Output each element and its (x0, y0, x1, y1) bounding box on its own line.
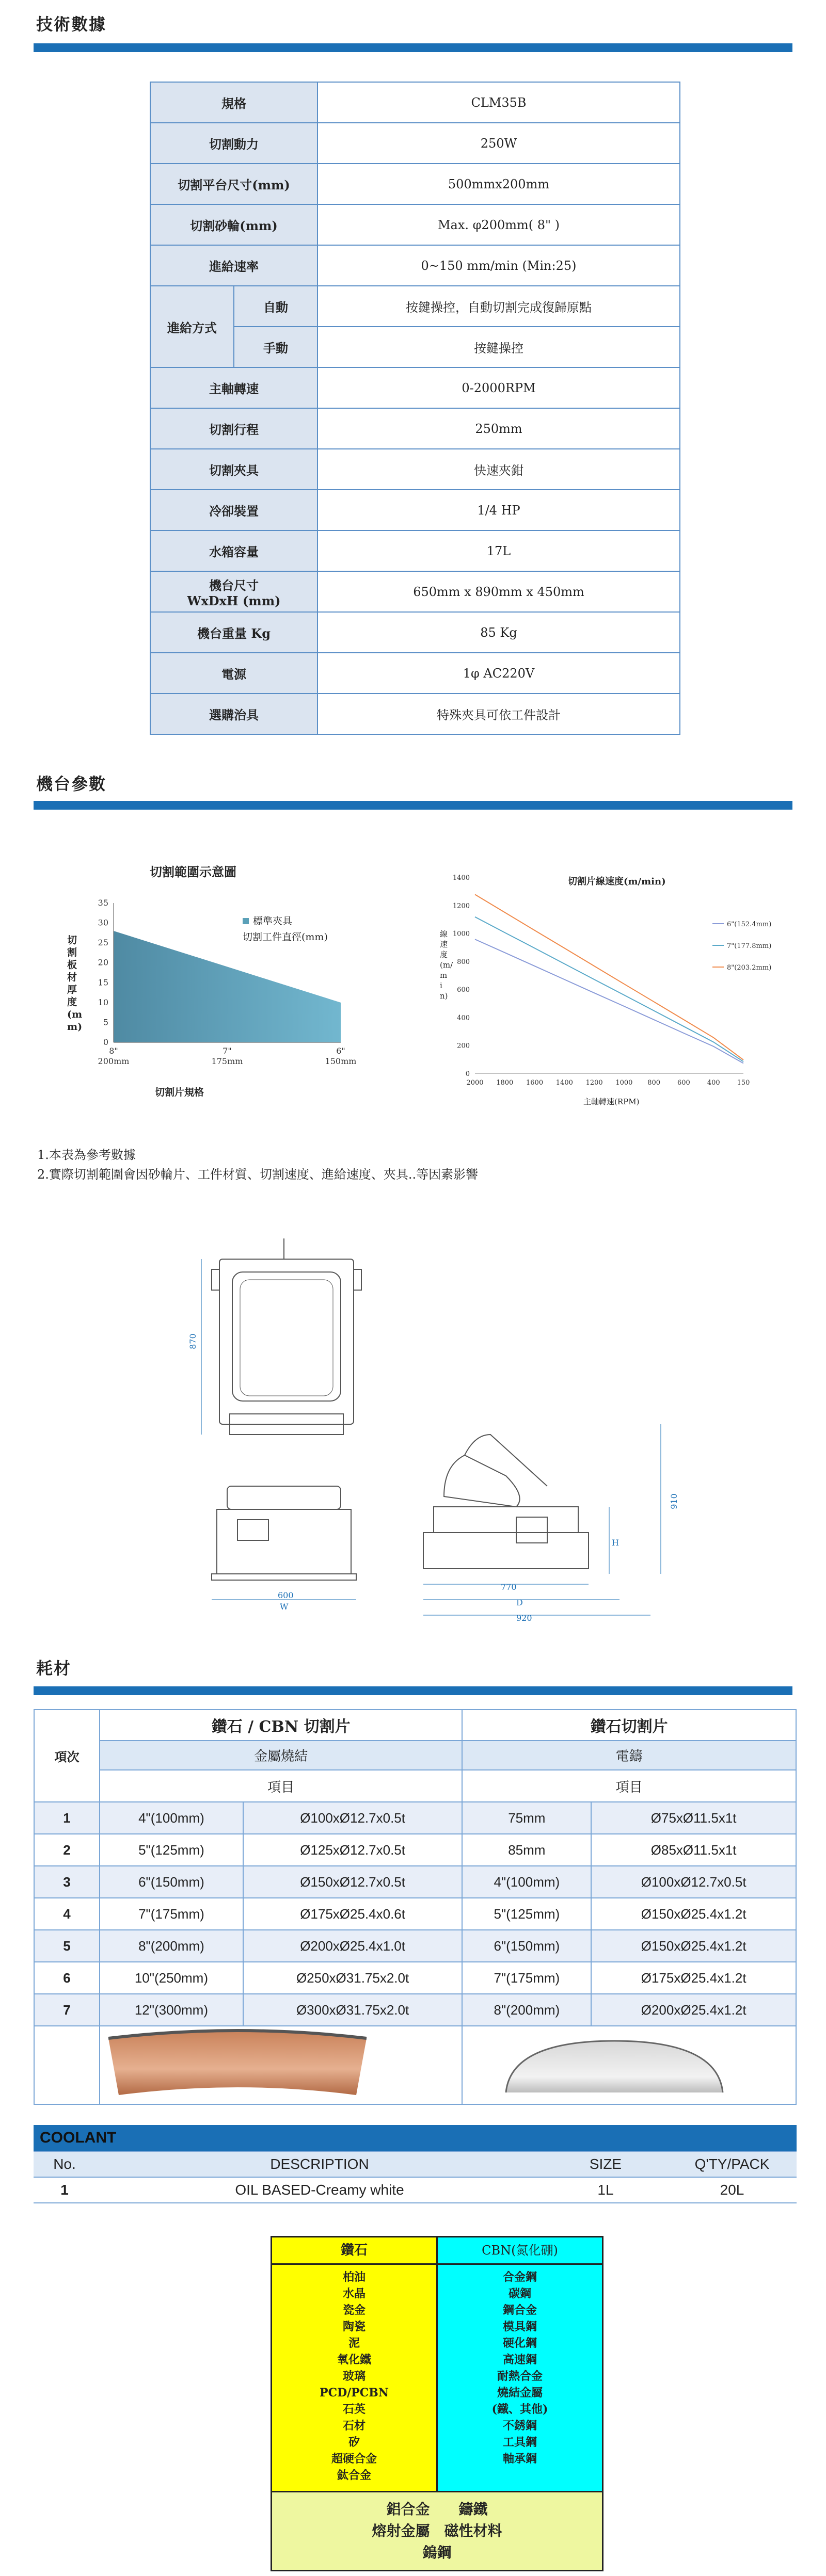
table-row (34, 1994, 796, 2026)
metal-sintered-label: 金屬燒結 (100, 1741, 462, 1770)
material-item: (鐵、其他) (491, 2403, 548, 2416)
metal-spec: Ø100xØ12.7x0.5t (243, 1802, 463, 1834)
material-item: 柏油 (342, 2271, 366, 2284)
feed-auto-label: 自動 (234, 286, 317, 327)
x-tick-label: 1200 (585, 1079, 603, 1087)
feed-mode-label: 進給方式 (150, 286, 234, 367)
material-item: 硬化鋼 (502, 2337, 537, 2350)
common-material-line: 鎢鋼 (422, 2544, 452, 2561)
common-material-line: 熔射金屬 磁性材料 (372, 2522, 502, 2539)
material-item: 鋼合金 (502, 2304, 537, 2317)
spec-label: 進給速率 (150, 245, 317, 286)
spec-value: 250W (317, 123, 680, 164)
y-tick-label: 35 (98, 898, 108, 908)
note-2: 2.實際切割範圍會因砂輪片、工件材質、切割速度、進給速度、夾具..等因素影響 (37, 1167, 479, 1182)
diamond-materials (272, 2264, 437, 2492)
dim-910: 910 (669, 1493, 679, 1509)
speed-chart-xlabel: 主軸轉速(RPM) (583, 1097, 640, 1106)
x-tick-label: 800 (647, 1079, 661, 1087)
x-tick-label: 400 (707, 1079, 720, 1087)
material-item: 矽 (348, 2436, 360, 2449)
spec-label: 電源 (150, 653, 317, 694)
dim-w: W (280, 1602, 289, 1612)
material-item: 模具鋼 (502, 2320, 537, 2333)
metal-size: 4"(100mm) (100, 1802, 243, 1834)
row-no: 4 (34, 1898, 100, 1930)
metal-size: 12"(300mm) (100, 1994, 243, 2026)
legend-label: 6"(152.4mm) (727, 921, 772, 928)
material-item: 耐熱合金 (497, 2370, 543, 2383)
table-row (34, 1962, 796, 1994)
electro-spec: Ø200xØ25.4x1.2t (591, 1994, 796, 2026)
legend-sub: 切割工件直徑(mm) (243, 931, 328, 943)
x-tick-label: 1000 (615, 1079, 633, 1087)
coolant-cell: 20L (668, 2177, 797, 2203)
range-area (114, 931, 341, 1042)
metal-size: 10"(250mm) (100, 1962, 243, 1994)
material-item: 瓷金 (342, 2304, 366, 2317)
table-row (34, 1802, 796, 1834)
speed-chart (428, 867, 800, 1115)
spec-value: CLM35B (317, 82, 680, 123)
section-divider (34, 1686, 792, 1695)
range-chart (62, 857, 372, 1104)
y-tick-label: 10 (98, 997, 108, 1007)
section-divider (34, 43, 792, 52)
electro-spec: Ø75xØ11.5x1t (591, 1802, 796, 1834)
x-tick-label: 1800 (496, 1079, 514, 1087)
electro-spec: Ø85xØ11.5x1t (591, 1834, 796, 1866)
spec-label: 主軸轉速 (150, 367, 317, 408)
electro-size: 75mm (462, 1802, 591, 1834)
spec-label: 機台重量 Kg (150, 612, 317, 653)
spec-value: 0~150 mm/min (Min:25) (317, 245, 680, 286)
range-chart-xlabel: 切割片規格 (155, 1087, 204, 1098)
diamond-header: 鑽石 (272, 2237, 437, 2264)
y-tick-label: 600 (457, 986, 470, 994)
material-table (271, 2236, 603, 2571)
speed-chart-ylabel: 線速度(m/min) (440, 929, 453, 1001)
metal-spec: Ø200xØ25.4x1.0t (243, 1930, 463, 1962)
material-item: 水晶 (342, 2287, 366, 2300)
col-index-header: 項次 (34, 1710, 100, 1802)
y-tick-label: 25 (98, 938, 108, 948)
series-line (475, 939, 743, 1063)
dim-h: H (612, 1538, 619, 1548)
spec-value: 1/4 HP (317, 490, 680, 530)
spec-value: 17L (317, 530, 680, 571)
table-row (34, 1834, 796, 1866)
x-tick-label: 1600 (526, 1079, 544, 1087)
diamond-blade-header: 鑽石切割片 (462, 1710, 796, 1741)
material-item: 陶瓷 (342, 2320, 366, 2333)
dim-600: 600 (278, 1590, 294, 1600)
spec-label: 切割夾具 (150, 449, 317, 490)
range-chart-ylabel: 切割板材厚度(mm) (67, 935, 83, 1033)
feed-manual-value: 按鍵操控 (317, 327, 680, 367)
spec-value: 特殊夾具可依工件設計 (317, 694, 680, 734)
electroplated-blade-image (501, 2036, 728, 2098)
coolant-cell: OIL BASED-Creamy white (96, 2177, 544, 2203)
metal-size: 6"(150mm) (100, 1866, 243, 1898)
spec-label: 規格 (150, 82, 317, 123)
spec-label: 切割動力 (150, 123, 317, 164)
y-tick-label: 800 (457, 958, 470, 966)
y-tick-label: 1000 (452, 930, 470, 938)
metal-spec: Ø300xØ31.75x2.0t (243, 1994, 463, 2026)
speed-chart-title: 切割片線速度(m/min) (568, 876, 666, 887)
spec-label: 水箱容量 (150, 530, 317, 571)
table-row (34, 1898, 796, 1930)
cbn-header: CBN(氮化硼) (437, 2237, 603, 2264)
x-tick-label: 1400 (555, 1079, 573, 1087)
electro-size: 8"(200mm) (462, 1994, 591, 2026)
note-1: 1.本表為參考數據 (37, 1148, 136, 1162)
x-tick-label: 2000 (466, 1079, 484, 1087)
spec-label: 切割行程 (150, 408, 317, 449)
material-item: 泥 (348, 2337, 360, 2350)
spec-value: 500mmx200mm (317, 164, 680, 204)
machine-section-title: 機台參數 (36, 774, 107, 794)
spec-label: 切割砂輪(mm) (150, 204, 317, 245)
spec-value: 1φ AC220V (317, 653, 680, 694)
electro-size: 6"(150mm) (462, 1930, 591, 1962)
material-item: 碳鋼 (508, 2287, 531, 2300)
electro-spec: Ø175xØ25.4x1.2t (591, 1962, 796, 1994)
range-chart-plot (93, 898, 361, 1084)
spec-value: 85 Kg (317, 612, 680, 653)
coolant-header: No. (34, 2151, 96, 2177)
metal-spec: Ø175xØ25.4x0.6t (243, 1898, 463, 1930)
y-tick-label: 1400 (452, 874, 470, 882)
spec-value: 650mm x 890mm x 450mm (317, 571, 680, 612)
material-item: PCD/PCBN (320, 2386, 389, 2400)
material-item: 石英 (342, 2403, 366, 2416)
row-no: 3 (34, 1866, 100, 1898)
coolant-header: DESCRIPTION (96, 2151, 544, 2177)
row-no: 1 (34, 1802, 100, 1834)
dim-770: 770 (501, 1582, 517, 1592)
spec-value: 0-2000RPM (317, 367, 680, 408)
y-tick-label: 0 (465, 1070, 470, 1078)
spec-label: 冷卻裝置 (150, 490, 317, 530)
x-tick-label: 600 (677, 1079, 690, 1087)
y-tick-label: 20 (98, 957, 108, 968)
machine-drawings (155, 1218, 697, 1631)
table-row (34, 1866, 796, 1898)
diamond-cbn-header: 鑽石 / CBN 切割片 (100, 1710, 462, 1741)
electro-spec: Ø150xØ25.4x1.2t (591, 1898, 796, 1930)
coolant-header: Q'TY/PACK (668, 2151, 797, 2177)
electro-spec: Ø150xØ25.4x1.2t (591, 1930, 796, 1962)
feed-manual-label: 手動 (234, 327, 317, 367)
series-line (475, 894, 743, 1060)
x-tick-label: 150 (737, 1079, 750, 1087)
dim-870: 870 (187, 1333, 198, 1349)
electro-size: 85mm (462, 1834, 591, 1866)
y-tick-label: 0 (103, 1037, 108, 1047)
item-label: 項目 (462, 1770, 796, 1802)
row-no: 2 (34, 1834, 100, 1866)
metal-spec: Ø125xØ12.7x0.5t (243, 1834, 463, 1866)
material-item: 玻璃 (342, 2370, 366, 2383)
y-tick-label: 5 (103, 1017, 108, 1027)
material-item: 鈦合金 (337, 2469, 371, 2482)
coolant-header: SIZE (544, 2151, 668, 2177)
material-item: 工具鋼 (502, 2436, 537, 2449)
common-materials (272, 2492, 603, 2571)
y-tick-label: 200 (457, 1042, 470, 1050)
legend-label: 8"(203.2mm) (727, 964, 772, 972)
y-tick-label: 15 (98, 977, 108, 988)
material-item: 超硬合金 (331, 2452, 377, 2466)
coolant-table (34, 2125, 797, 2203)
electro-size: 5"(125mm) (462, 1898, 591, 1930)
common-material-line: 鋁合金 鑄鐵 (386, 2501, 488, 2518)
coolant-cell: 1L (544, 2177, 668, 2203)
metal-blade-image (103, 2028, 372, 2100)
material-item: 不銹鋼 (502, 2419, 537, 2433)
metal-size: 8"(200mm) (100, 1930, 243, 1962)
row-no: 5 (34, 1930, 100, 1962)
speed-chart-plot (449, 867, 800, 1094)
range-chart-title: 切割範圍示意圖 (150, 864, 236, 879)
spec-value: 快速夾鉗 (317, 449, 680, 490)
metal-spec: Ø250xØ31.75x2.0t (243, 1962, 463, 1994)
spec-label: 切割平台尺寸(mm) (150, 164, 317, 204)
material-item: 合金鋼 (502, 2271, 537, 2284)
spec-section-title: 技術數據 (36, 14, 107, 34)
metal-size: 5"(125mm) (100, 1834, 243, 1866)
spec-label: 選購治具 (150, 694, 317, 734)
item-label: 項目 (100, 1770, 462, 1802)
x-tick-label: 200mm (98, 1056, 130, 1066)
legend-label: 7"(177.8mm) (727, 942, 772, 950)
row-no: 7 (34, 1994, 100, 2026)
y-tick-label: 400 (457, 1014, 470, 1022)
dim-920: 920 (516, 1613, 532, 1623)
feed-auto-value: 按鍵操控，自動切割完成復歸原點 (317, 286, 680, 327)
spec-value: 250mm (317, 408, 680, 449)
electroplated-label: 電鑄 (462, 1741, 796, 1770)
x-tick-label: 8" (109, 1046, 118, 1056)
material-item: 燒結金屬 (497, 2386, 543, 2400)
y-tick-label: 1200 (452, 902, 470, 910)
x-tick-label: 7" (223, 1046, 232, 1056)
x-tick-label: 6" (336, 1046, 345, 1056)
dim-d: D (516, 1598, 523, 1607)
spec-value: Max. φ200mm( 8" ) (317, 204, 680, 245)
material-item: 高速鋼 (502, 2353, 537, 2366)
cbn-materials (437, 2264, 603, 2492)
spec-label: 機台尺寸 WxDxH (mm) (150, 571, 317, 612)
electro-size: 7"(175mm) (462, 1962, 591, 1994)
y-tick-label: 30 (98, 917, 108, 928)
metal-spec: Ø150xØ12.7x0.5t (243, 1866, 463, 1898)
x-tick-label: 175mm (211, 1056, 243, 1066)
material-item: 軸承鋼 (502, 2452, 537, 2466)
coolant-cell: 1 (34, 2177, 96, 2203)
row-no: 6 (34, 1962, 100, 1994)
section-divider (34, 801, 792, 810)
electro-spec: Ø100xØ12.7x0.5t (591, 1866, 796, 1898)
legend-series: 標準夾具 (253, 915, 293, 927)
electro-size: 4"(100mm) (462, 1866, 591, 1898)
table-row (34, 1930, 796, 1962)
consumables-section-title: 耗材 (36, 1659, 72, 1678)
image-cell (34, 2026, 100, 2104)
material-item: 石材 (342, 2419, 366, 2433)
x-tick-label: 150mm (325, 1056, 357, 1066)
coolant-caption: COOLANT (34, 2125, 797, 2151)
spec-table (150, 82, 680, 735)
metal-size: 7"(175mm) (100, 1898, 243, 1930)
series-line (475, 917, 743, 1061)
material-item: 氧化鐵 (337, 2353, 371, 2366)
